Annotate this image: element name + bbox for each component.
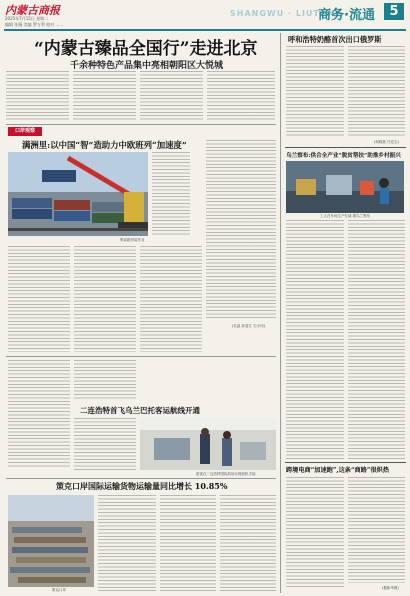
feature-body-col-3	[140, 246, 202, 352]
feature-end-credit: (孔晶 孙富江 石小伟)	[232, 324, 265, 328]
side-top-credit: (何晓燕 任佳宝)	[374, 140, 399, 144]
container-yard-illustration	[8, 152, 148, 236]
masthead	[0, 0, 410, 30]
side-top-body-1	[286, 46, 344, 138]
section-pinyin: SHANGWU · LIUTONG	[230, 9, 343, 18]
factory-workshop-illustration	[286, 161, 404, 213]
middle-photo-caption: 旅客在二连浩特国际机场办理登机手续	[196, 472, 256, 476]
port-aerial-illustration	[8, 495, 94, 587]
bottom-photo-caption: 策克口岸	[52, 588, 66, 592]
middle-left-body-2	[74, 360, 136, 400]
middle-headline: 二连浩特首飞乌兰巴托客运航线开通	[80, 406, 200, 415]
paper-name-logo: 内蒙古商报	[5, 4, 60, 17]
lead-body-col-3	[140, 71, 203, 121]
middle-photo	[140, 418, 276, 470]
lead-body-col-4	[207, 71, 275, 121]
date-line: 2025年7月15日 星期二	[5, 16, 49, 21]
lead-headline: “内蒙古臻品全国行”走进北京	[34, 39, 258, 59]
section-title: 商务·流通	[318, 8, 375, 23]
side-top-body-2	[348, 46, 405, 138]
side-top-headline: 呼和浩特奶酪首次出口俄罗斯	[288, 35, 382, 44]
right-bottom-rule	[285, 462, 406, 463]
page-number-box	[384, 3, 404, 20]
middle-top-rule	[6, 356, 276, 357]
right-bottom-body-2	[348, 477, 405, 583]
bottom-body-col-1	[98, 495, 156, 591]
bottom-body-col-3	[220, 495, 276, 591]
right-feature-photo	[286, 161, 404, 213]
bottom-body-col-2	[160, 495, 216, 591]
right-feature-body-2	[348, 220, 405, 460]
editor-line: 编辑 张薇 美编 罗万利 校对 ……	[5, 22, 64, 27]
middle-left-body-1	[8, 360, 70, 468]
bottom-photo	[8, 495, 94, 587]
feature-body-col-2	[74, 246, 136, 352]
feature-body-beside-photo	[152, 152, 190, 236]
right-bottom-headline: 跨境电商“加速跑”,这条“商路”很炽热	[286, 467, 390, 474]
feature-body-col-4	[206, 140, 276, 320]
feature-body-col-1	[8, 246, 70, 352]
middle-body-2	[74, 418, 136, 470]
feature-tag	[8, 127, 42, 136]
airport-hall-illustration	[140, 418, 276, 470]
lead-body-col-2	[73, 71, 136, 121]
lead-body-col-1	[6, 71, 69, 121]
right-feature-body-1	[286, 220, 344, 460]
column-divider	[280, 33, 281, 593]
feature-headline: 满洲里:以中国“智”造助力中欧班列“加速度”	[22, 140, 187, 150]
right-bottom-credit: (据新华网)	[382, 586, 399, 590]
page-number: 5	[389, 4, 399, 19]
feature-photo	[8, 152, 148, 236]
lead-subheadline: 千余种特色产品集中亮相朝阳区大悦城	[70, 61, 224, 71]
bottom-top-rule	[6, 478, 276, 479]
right-bottom-body-1	[286, 477, 344, 589]
side-top-rule	[285, 147, 406, 148]
feature-top-rule	[6, 124, 276, 125]
feature-tag-label: 口岸观察	[14, 128, 35, 134]
right-feature-headline: 乌兰察布:供合全产业“脱贫帮扶”助推乡村振兴	[286, 153, 401, 159]
feature-photo-caption: 集装箱吊装作业	[120, 238, 145, 242]
bottom-headline: 策克口岸国际运输货物运输量同比增长 10.85%	[56, 481, 228, 491]
right-feature-photo-caption: 工人在车间生产忙碌 据乌兰察布	[320, 214, 371, 218]
masthead-rule	[4, 29, 406, 31]
